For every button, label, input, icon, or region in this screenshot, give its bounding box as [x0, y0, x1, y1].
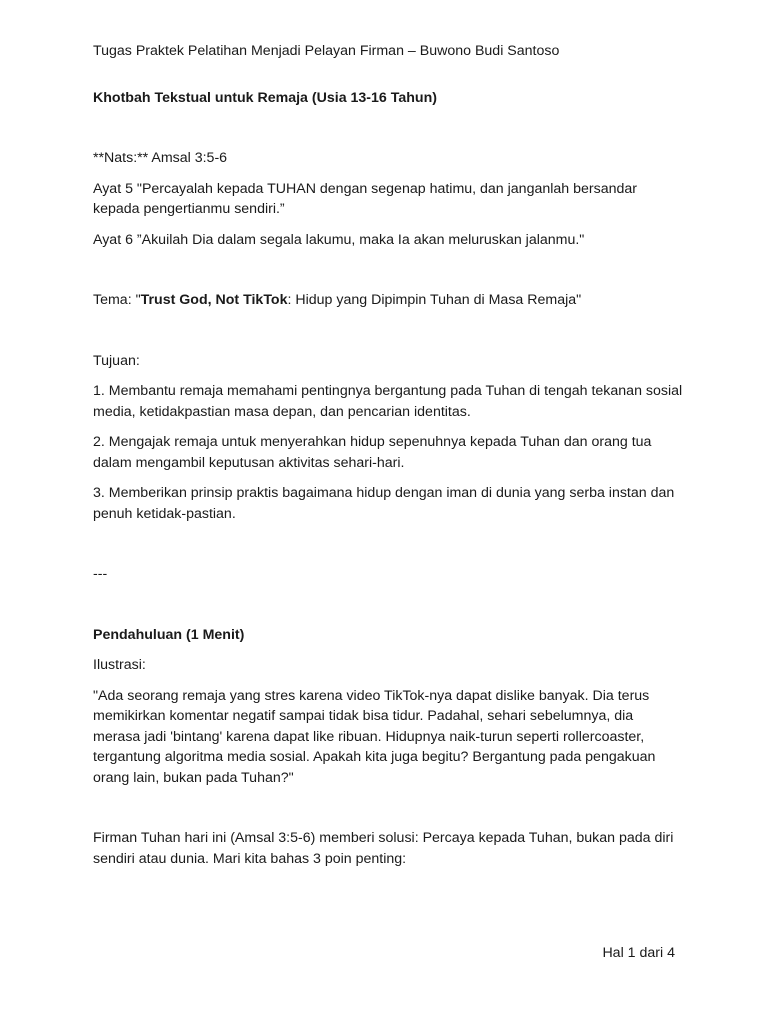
page-number: Hal 1 dari 4	[602, 945, 675, 961]
tema-prefix: Tema: "	[93, 292, 141, 308]
ayat-5: Ayat 5 "Percayalah kepada TUHAN dengan segenap hatimu, dan janganlah bersandar kepada pengertianmu sendiri.”	[93, 180, 638, 217]
sermon-title: Khotbah Tekstual untuk Remaja (Usia 13-16 Tahun)	[93, 89, 437, 106]
separator: ---	[93, 566, 108, 582]
pendahuluan-closing: Firman Tuhan hari ini (Amsal 3:5-6) memberi solusi: Percaya kepada Tuhan, bukan pada diri sendiri atau dunia. Mari kita bahas 3 poin penting:	[93, 830, 674, 867]
ayat-6: Ayat 6 ”Akuilah Dia dalam segala lakumu, maka Ia akan meluruskan jalanmu."	[93, 231, 585, 248]
tujuan-heading: Tujuan:	[93, 352, 140, 369]
document-header: Tugas Praktek Pelatihan Menjadi Pelayan Firman – Buwono Budi Santoso	[93, 43, 560, 59]
tema-suffix: : Hidup yang Dipimpin Tuhan di Masa Remaja"	[287, 292, 582, 308]
nats-line: **Nats:** Amsal 3:5-6	[93, 150, 228, 166]
tujuan-item-3: 3. Memberikan prinsip praktis bagaimana hidup dengan iman di dunia yang serba instan dan penuh ketidak-pastian.	[93, 485, 675, 522]
ilustrasi-label: Ilustrasi:	[93, 657, 146, 673]
tema-line	[93, 290, 683, 311]
tujuan-item-1: 1. Membantu remaja memahami pentingnya bergantung pada Tuhan di tengah tekanan sosial media, ketidakpastian masa depan, dan pencarian identitas.	[93, 383, 683, 420]
tujuan-item-2: 2. Mengajak remaja untuk menyerahkan hidup sepenuhnya kepada Tuhan dan orang tua dalam mengambil keputusan aktivitas sehari-hari.	[93, 434, 652, 471]
ilustrasi-quote: "Ada seorang remaja yang stres karena video TikTok-nya dapat dislike banyak. Dia terus memikirkan komentar negatif sampai tidak bisa tidur. Padahal, sehari sebelumnya, dia merasa jadi 'bintang' karena dapat like ribuan. Hidupnya naik-turun seperti rollercoaster, tergantung algoritma media sosial. Apakah kita juga begitu? Bergantung pada pengakuan orang lain, bukan pada Tuhan?"	[93, 687, 656, 786]
pendahuluan-heading: Pendahuluan (1 Menit)	[93, 626, 245, 643]
document-page	[93, 41, 683, 869]
tema-bold: Trust God, Not TikTok	[140, 292, 288, 308]
